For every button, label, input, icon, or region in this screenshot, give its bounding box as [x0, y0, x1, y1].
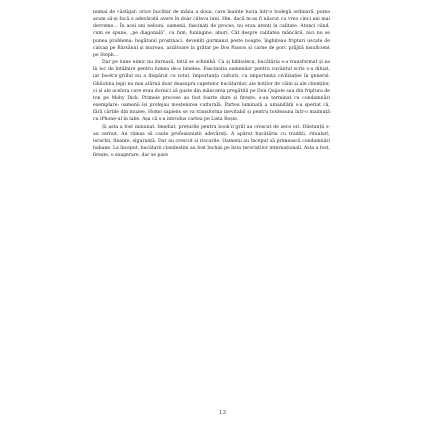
paragraph-3: Și asta a fost minunat. Imediat, prețurile pentru book’n’grill au crescut de zece ori. Diletanții s-au cernut. Au rămas să caute profesioniștii adevărați. A apărut bucătăria cu tradiții, ritualuri, ierarhii, finanțe, siguranță. Dar au crescut și riscurile. Oamenii au început să primească condamnări babane. La început, bucătarii clandestini au fost închiși pe lista teroriștilor internaționali. Asta a fost, firește, o exagerare, dar se pare	[93, 124, 330, 159]
page-number: 13	[219, 410, 226, 416]
paragraph-2: Dar pe lume nimic nu durează, totul se schimbă. Ca și biblioteca, bucătăria s-a transformat și ea în loc de întâlnire pentru lumea de-a binelea. Fascinația oamenilor pentru cuvântul scris s-a diluat, iar book’n’grillul nu a dispărut cu totul. Importanța culturii, cu importanța civilizației în general. Ghilotina legii nu mai atârnă doar deasupra capetelor bucătarilor, ale hoților de câini și ale clienților, ci și ale acelora care erau dornici să guste din mâncarea pregătită pe Don Quijote sau din friptura de ton pe Moby Dick. Primele procese au fost foarte dure și firește, s-au terminat cu condamnări exemplare: oamenii își protejau moștenirea culturală. Partea luminată a umanității s-a speriat că, fără cărțile din muzee, Homo sapiens se va transforma inevitabil și pentru totdeauna într-o maimuță cu iPhone-ul în labe. Așa că s-a introdus cartea pe Lista Roșie.	[93, 60, 330, 123]
body-text	[93, 9, 330, 159]
paragraph-1: numai de câștigat: orice bucătar de mâna a doua, care înainte lucra într-o bodegă ordinară, putea acum să-și facă o adevărată avere în doar câteva luni. Hm, dacă m-aș fi născut cu vreo cinci ani mai devreme… În acei ani nebuni, oamenii, fascinați de proces, nu erau atenți la calitate. Atunci când, cum se spune, „pe diagonală”, cu fum, funingine, aburi. Cât despre calitatea mâncării, nici nu se punea problema: bogătanii proștinaci, deveniți gurmanzi peste noapte, înghițeau fripturi uscate de calcan pe Bârsănul și mureau, arzătoare la grătar pe Dos Passos și carne de porc prăjită insuficient pe Steph…	[93, 10, 330, 58]
